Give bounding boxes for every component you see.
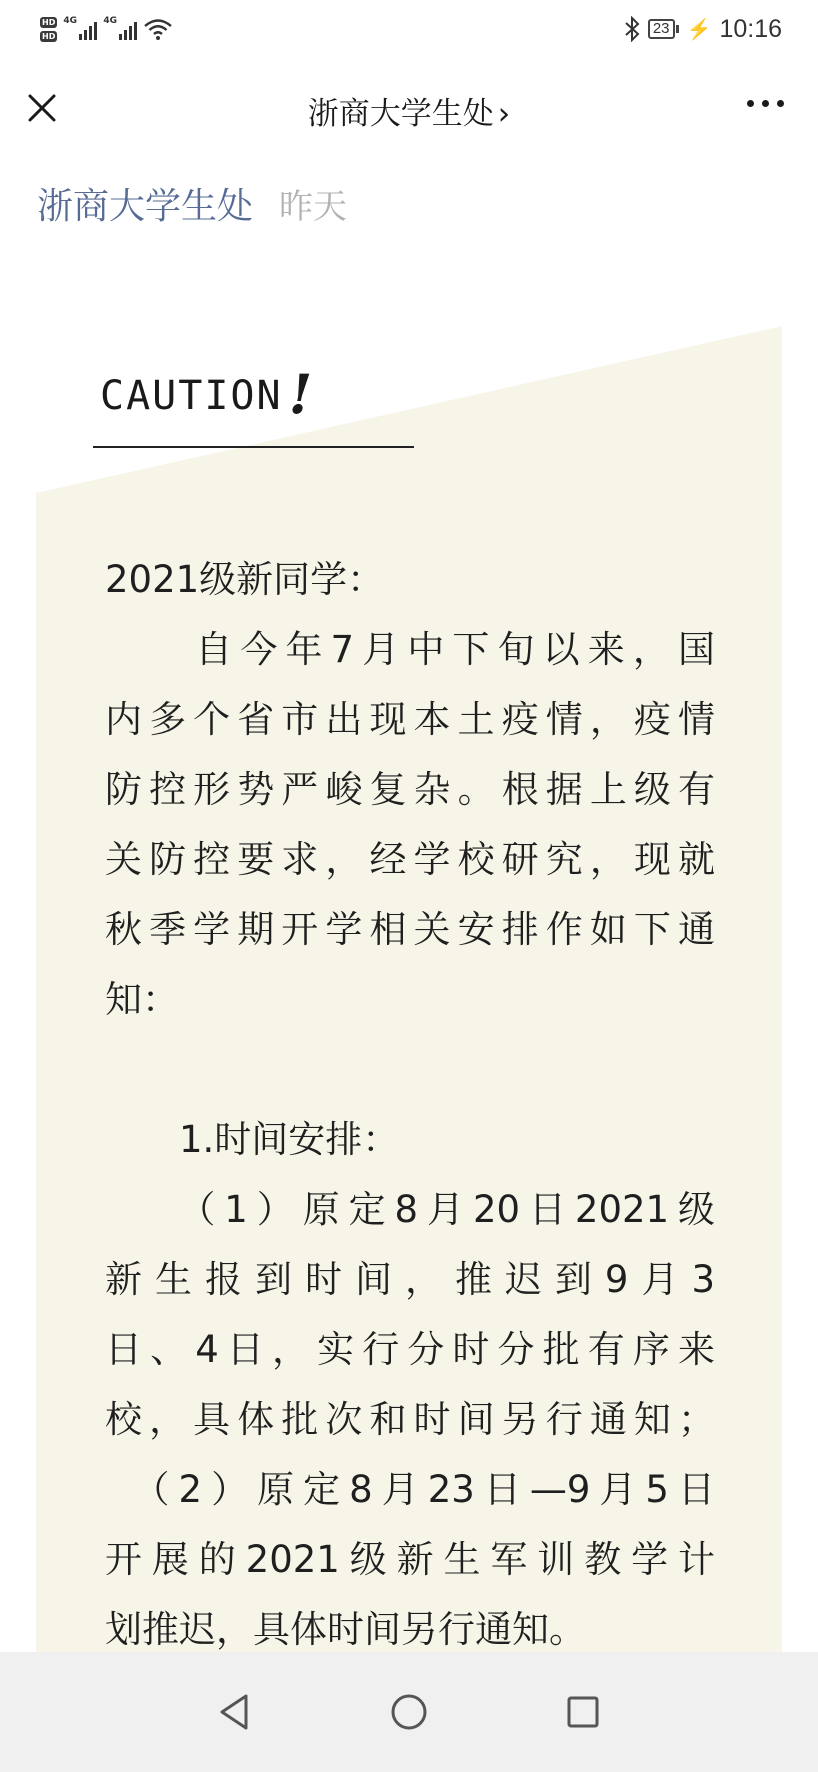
hd-badge: HD <box>42 31 56 41</box>
body-line: 关防控要求，经学校研究，现就 <box>105 838 715 881</box>
article-meta <box>37 178 347 229</box>
home-circle-icon <box>389 1692 429 1732</box>
battery-level: 23 <box>648 19 675 39</box>
body-line: 划推迟，具体时间另行通知。 <box>105 1608 586 1651</box>
status-left-group <box>40 12 173 46</box>
section-title: 1.时间安排： <box>105 1118 400 1161</box>
body-line: 开展的2021级新生军训教学计 <box>105 1538 715 1581</box>
status-bar <box>0 0 818 56</box>
network-type-label: 4G <box>103 16 117 26</box>
system-navigation-bar <box>0 1652 818 1772</box>
exclamation-mark: ! <box>288 362 315 426</box>
bluetooth-icon <box>624 16 640 42</box>
body-line: 校，具体批次和时间另行通知； <box>105 1398 715 1441</box>
clock: 10:16 <box>719 14 782 43</box>
body-line: 知： <box>105 978 179 1021</box>
chevron-right-icon: › <box>497 96 511 132</box>
hd-badges <box>40 17 57 42</box>
wifi-icon <box>143 17 173 41</box>
more-dots-icon <box>747 100 754 107</box>
body-line: （1）原定8月20日2021级 <box>105 1188 715 1231</box>
body-line: 自今年7月中下旬以来，国 <box>105 628 715 671</box>
greeting-line: 2021级新同学： <box>105 558 385 601</box>
cellular-signal-icon <box>63 16 97 42</box>
body-line: 内多个省市出现本土疫情，疫情 <box>105 698 715 741</box>
cellular-signal-icon <box>103 16 137 42</box>
caution-underline <box>93 446 414 448</box>
battery-icon <box>648 19 679 39</box>
recents-square-icon <box>565 1694 601 1730</box>
home-button[interactable] <box>383 1686 435 1738</box>
status-right-group <box>624 12 782 46</box>
paragraph-gap <box>105 1035 715 1105</box>
body-line: 秋季学期开学相关安排作如下通 <box>105 908 715 951</box>
body-line: 新生报到时间，推迟到9月3 <box>105 1258 715 1301</box>
back-button[interactable] <box>208 1686 260 1738</box>
body-line: 防控形势严峻复杂。根据上级有 <box>105 768 715 811</box>
account-title-link[interactable] <box>0 88 818 133</box>
caution-text: CAUTION <box>100 373 283 419</box>
top-navigation-bar <box>0 56 818 156</box>
account-name-link[interactable]: 浙商大学生处 <box>37 186 254 227</box>
body-line: （2）原定8月23日—9月5日 <box>105 1468 715 1511</box>
hd-badge: HD <box>42 17 56 27</box>
charging-bolt-icon: ⚡ <box>686 18 712 41</box>
caution-heading <box>100 358 315 426</box>
network-type-label: 4G <box>63 16 77 26</box>
nav-title-text: 浙商大学生处 <box>307 96 494 132</box>
publish-date: 昨天 <box>279 187 348 227</box>
recents-button[interactable] <box>557 1686 609 1738</box>
more-options-button[interactable] <box>747 100 784 107</box>
back-triangle-icon <box>216 1692 252 1732</box>
article-body <box>105 545 715 1665</box>
body-line: 日、4日，实行分时分批有序来 <box>105 1328 715 1371</box>
